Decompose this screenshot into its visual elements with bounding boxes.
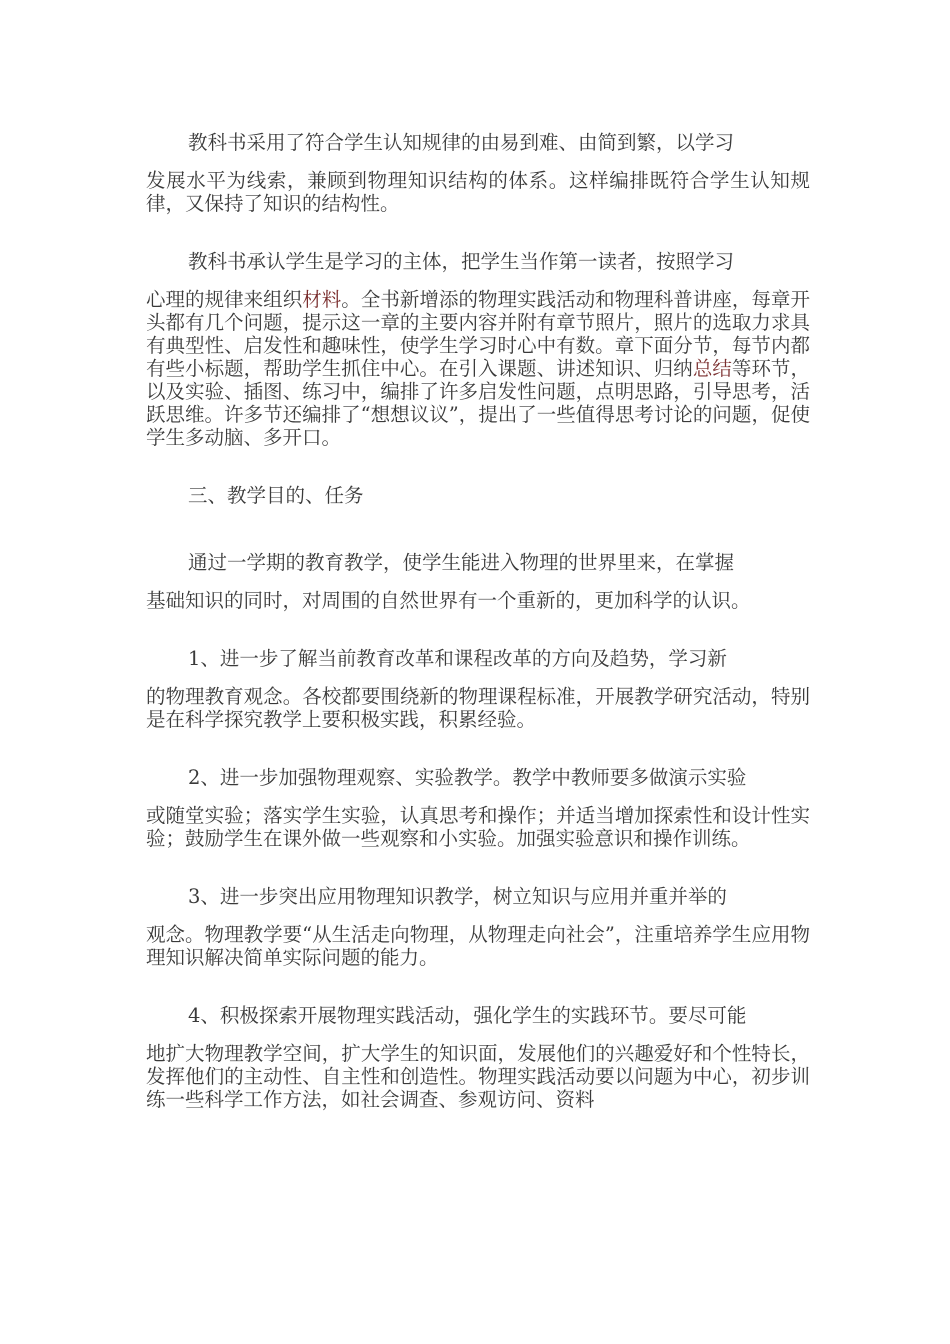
document-page [146,128,810,1143]
paragraph-body: 或随堂实验；落实学生实验，认真思考和操作；并适当增加探索性和设计性实验；鼓励学生在课外做一些观察和小实验。加强实验意识和操作训练。 [146,804,810,850]
paragraph-body: 基础知识的同时，对周围的自然世界有一个重新的，更加科学的认识。 [146,589,751,612]
paragraph-first-line: 1、进一步了解当前教育改革和课程改革的方向及趋势，学习新 [188,647,727,670]
body-text: 。全书新增添的物理实践活动和物理科普讲座，每章开头都有几个问题，提示这一章的主要内容并附有章节照片，照片的选取力求具有典型性、启发性和趣味性，使学生学习时心中有数。章下面分节，每节内都有些小标题，帮助学生抓住中心。在引入课题、讲述知识、归纳 [146,288,810,380]
body-text: 心理的规律来组织 [146,288,303,311]
paragraph-body: 发展水平为线索，兼顾到物理知识结构的体系。这样编排既符合学生认知规律，又保持了知识的结构性。 [146,169,810,215]
body-text: 等环节，以及实验、插图、练习中，编排了许多启发性问题，点明思路，引导思考，活跃思维。许多节还编排了“想想议议”，提出了一些值得思考讨论的问题，促使学生多动脑、多开口。 [146,357,810,449]
paragraph-first-line: 3、进一步突出应用物理知识教学，树立知识与应用并重并举的 [188,885,727,908]
paragraph-first-line: 2、进一步加强物理观察、实验教学。教学中教师要多做演示实验 [188,766,747,789]
paragraph-textbook-structure [146,128,810,215]
paragraph-first-line: 教科书采用了符合学生认知规律的由易到难、由简到繁，以学习 [188,131,735,154]
keyword-link-summary[interactable]: 总结 [692,357,732,380]
list-item-2 [146,763,810,850]
list-item-3 [146,882,810,969]
list-item-4 [146,1001,810,1111]
paragraph-body: 地扩大物理教学空间，扩大学生的知识面，发展他们的兴趣爱好和个性特长，发挥他们的主动性、自主性和创造性。物理实践活动要以问题为中心，初步训练一些科学工作方法，如社会调查、参观访问、资料 [146,1042,810,1111]
list-item-1 [146,644,810,731]
paragraph-body: 的物理教育观念。各校都要围绕新的物理课程标准，开展教学研究活动，特别是在科学探究教学上要积极实践，积累经验。 [146,685,810,731]
paragraph-body [146,288,810,449]
paragraph-first-line: 通过一学期的教育教学，使学生能进入物理的世界里来，在掌握 [188,551,735,574]
paragraph-first-line: 4、积极探索开展物理实践活动，强化学生的实践环节。要尽可能 [188,1004,747,1027]
paragraph-student-centered [146,247,810,449]
section-heading: 三、教学目的、任务 [188,484,364,507]
paragraph-first-line: 教科书承认学生是学习的主体，把学生当作第一读者，按照学习 [188,250,735,273]
paragraph-body: 观念。物理教学要“从生活走向物理，从物理走向社会”，注重培养学生应用物理知识解决简单实际问题的能力。 [146,923,810,969]
keyword-link-materials[interactable]: 材料 [302,288,342,311]
paragraph-teaching-goal [146,548,810,612]
